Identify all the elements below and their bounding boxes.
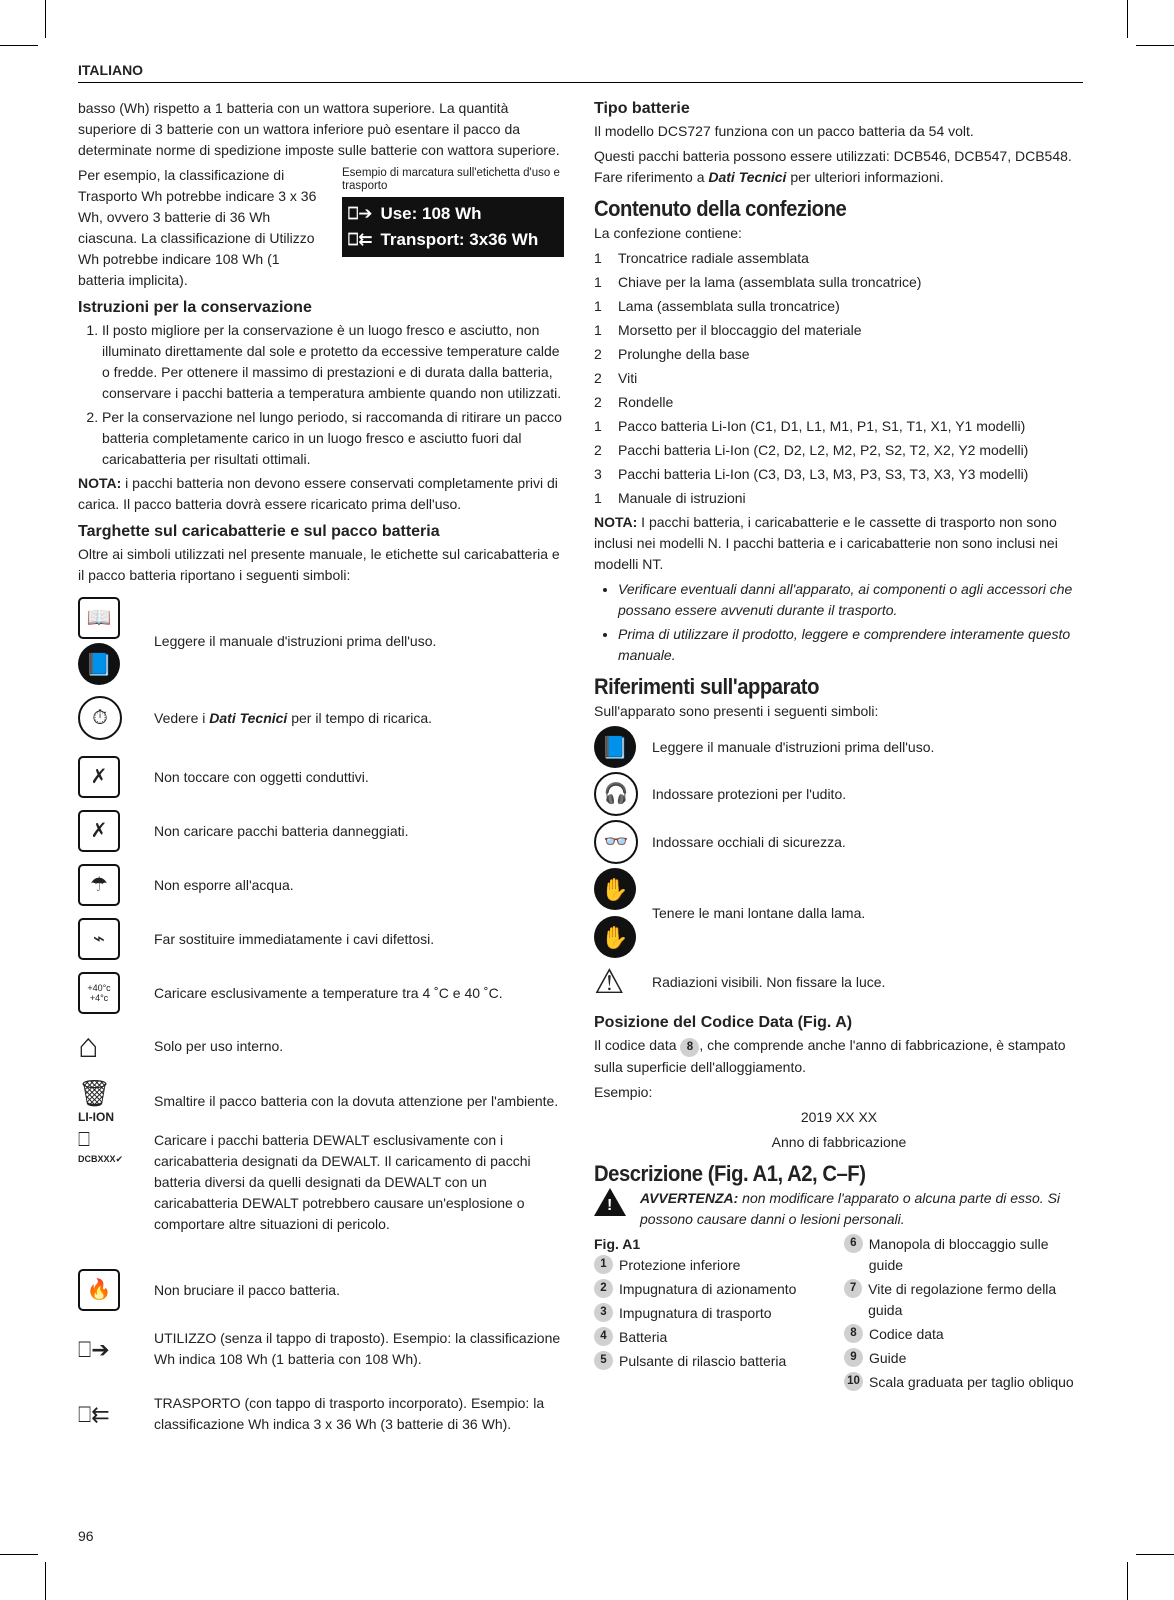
part-text: Guide xyxy=(869,1350,907,1366)
part-text: Codice data xyxy=(869,1326,944,1342)
contents-qty: 2 xyxy=(594,394,602,410)
contents-qty: 2 xyxy=(594,346,602,362)
datecode-example: Esempio: xyxy=(594,1084,653,1100)
callout-badge: 9 xyxy=(844,1348,863,1367)
contents-item xyxy=(594,392,1084,413)
no-conductive-icon: ✗ xyxy=(78,756,120,798)
part-text: Pulsante di rilascio batteria xyxy=(619,1353,787,1369)
label-transport: Transport: 3x36 Wh xyxy=(380,230,539,249)
contents-text: Chiave per la lama (assemblata sulla troncatrice) xyxy=(618,274,922,290)
left-column xyxy=(78,98,564,1446)
contents-item xyxy=(594,320,1084,341)
contents-item xyxy=(594,488,1084,509)
callout-badge: 1 xyxy=(594,1255,613,1274)
symbol-row xyxy=(78,966,564,1020)
crop-mark xyxy=(45,1562,46,1600)
callout-badge: 4 xyxy=(594,1327,613,1346)
safety-glasses-icon: 👓 xyxy=(594,820,638,864)
contents-qty: 3 xyxy=(594,466,602,482)
fig-label: Fig. A1 xyxy=(594,1236,641,1252)
part-item xyxy=(594,1255,834,1276)
labels-intro: Oltre ai simboli utilizzati nel presente manuale, le etichette sul caricabatteria e il pacco batteria riportano i seguenti simboli: xyxy=(78,546,560,583)
symbol-text: Non caricare pacchi batteria danneggiati. xyxy=(154,822,409,839)
tech-data-ref: Dati Tecnici xyxy=(209,709,288,726)
callout-badge: 2 xyxy=(594,1279,613,1298)
battery-use-icon: ⎕➔ xyxy=(78,1336,110,1362)
page-number: 96 xyxy=(78,1528,94,1544)
page-header xyxy=(78,62,1083,83)
labels-title: Targhette sul caricabatterie e sul pacco batteria xyxy=(78,523,440,540)
callout-badge: 8 xyxy=(680,1038,699,1057)
contents-text: Rondelle xyxy=(618,394,674,410)
callout-badge: 10 xyxy=(844,1372,863,1391)
contents-text: Pacchi batteria Li-Ion (C3, D3, L3, M3, P3, S3, T3, X3, Y3 modelli) xyxy=(618,466,1029,482)
ref-row xyxy=(594,772,1084,816)
ref-row xyxy=(594,962,1084,1002)
li-ion-label: LI-ION xyxy=(78,1110,114,1124)
example-caption: Esempio di marcatura sull'etichetta d'uso e trasporto xyxy=(342,167,560,192)
symbol-text: TRASPORTO (con tappo di trasporto incorporato). Esempio: la classificazione Wh indica 3 x 36 Wh (3 batterie di 36 Wh). xyxy=(154,1395,545,1432)
contents-qty: 1 xyxy=(594,322,602,338)
crop-mark xyxy=(1127,0,1128,38)
ref-row xyxy=(594,820,1084,864)
contents-text: Lama (assemblata sulla troncatrice) xyxy=(618,298,840,314)
part-item xyxy=(594,1279,834,1300)
no-water-icon: ☂ xyxy=(78,864,120,906)
ref-text: Radiazioni visibili. Non fissare la luce. xyxy=(652,973,886,990)
charger-icon: ⎕ xyxy=(78,1129,90,1151)
part-item xyxy=(844,1279,1084,1321)
contents-text: Pacco batteria Li-Ion (C1, D1, L1, M1, P1, S1, T1, X1, Y1 modelli) xyxy=(618,418,1026,434)
thermometer-icon: +40°c +4°c xyxy=(78,972,120,1014)
storage-list xyxy=(78,320,564,470)
example-block xyxy=(78,165,564,291)
battery-use-icon: ⎕➔ xyxy=(348,204,373,223)
symbol-text: Non toccare con oggetti conduttivi. xyxy=(154,768,369,785)
contents-item xyxy=(594,344,1084,365)
datecode-code: 2019 XX XX xyxy=(800,1109,878,1125)
symbol-row xyxy=(78,912,564,966)
contents-text: Viti xyxy=(618,370,638,386)
refs-intro: Sull'apparato sono presenti i seguenti simboli: xyxy=(594,703,879,719)
note-text: i pacchi batteria non devono essere conservati completamente privi di carica. Il pacco batteria dovrà essere ricaricato prima dell'uso. xyxy=(78,475,558,512)
part-item xyxy=(594,1351,834,1372)
symbol-text: UTILIZZO (senza il tappo di traposto). Esempio: la classificazione Wh indica 108 Wh (1 batteria con 108 Wh). xyxy=(154,1330,561,1367)
crop-mark xyxy=(1136,1554,1174,1555)
language-label: ITALIANO xyxy=(78,62,144,78)
battery-p2: Questi pacchi batteria possono essere utilizzati: DCB546, DCB547, DCB548. Fare riferimento a Dati Tecnici per ulteriori informazioni. xyxy=(594,148,1072,185)
battery-transport-icon: ⎕⇇ xyxy=(348,230,373,249)
symbol-row xyxy=(78,1130,564,1264)
part-text: Scala graduata per taglio obliquo xyxy=(869,1374,1074,1390)
ref-text: Leggere il manuale d'istruzioni prima dell'uso. xyxy=(652,738,935,755)
contents-note: NOTA: I pacchi batteria, i caricabatterie e le cassette di trasporto non sono inclusi nei modelli N. I pacchi batteria e i caricabatterie non sono inclusi nei modelli NT. xyxy=(594,514,1058,572)
symbol-row xyxy=(78,1264,564,1316)
read-manual-icon: 📘 xyxy=(594,726,636,768)
symbol-row xyxy=(78,596,564,686)
part-text: Impugnatura di trasporto xyxy=(619,1305,772,1321)
datecode-year: Anno di fabbricazione xyxy=(771,1134,907,1150)
contents-text: Prolunghe della base xyxy=(618,346,750,362)
warning-block xyxy=(594,1188,1084,1230)
part-text: Vite di regolazione fermo della guida xyxy=(868,1281,1057,1318)
part-text: Impugnatura di azionamento xyxy=(619,1281,797,1297)
part-item xyxy=(844,1324,1084,1345)
symbol-row xyxy=(78,804,564,858)
battery-p1: Il modello DCS727 funziona con un pacco batteria da 54 volt. xyxy=(594,123,974,139)
list-item: 1. Il posto migliore per la conservazione è un luogo fresco e asciutto, non illuminato direttamente dal sole e protetto da eccessive temperature calde o fredde. Per ottenere il massimo di prestazioni e di durata dalla batteria, conservare i pacchi batteria a temperatura ambiente quando non utilizzati. xyxy=(102,320,564,404)
part-text: Protezione inferiore xyxy=(619,1257,741,1273)
symbol-row xyxy=(78,750,564,804)
no-damaged-pack-icon: ✗ xyxy=(78,810,120,852)
callout-badge: 6 xyxy=(844,1234,863,1253)
symbol-row xyxy=(78,1316,564,1382)
note-label: NOTA: xyxy=(78,475,122,491)
ear-protection-icon: 🎧 xyxy=(594,772,638,816)
symbol-text: Leggere il manuale d'istruzioni prima dell'uso. xyxy=(154,632,437,649)
contents-text: Manuale di istruzioni xyxy=(618,490,746,506)
datecode-title: Posizione del Codice Data (Fig. A) xyxy=(594,1014,853,1031)
refs-title: Riferimenti sull'apparato xyxy=(594,674,819,699)
ref-text: Indossare occhiali di sicurezza. xyxy=(652,833,846,850)
symbol-row xyxy=(78,1382,564,1446)
light-warning-icon: ⚠ xyxy=(594,963,625,1001)
callout-badge: 3 xyxy=(594,1303,613,1322)
read-manual-icon: 📘 xyxy=(78,643,120,685)
contents-item xyxy=(594,416,1084,437)
contents-item xyxy=(594,464,1084,485)
contents-intro: La confezione contiene: xyxy=(594,225,742,241)
example-text: Per esempio, la classificazione di Trasporto Wh potrebbe indicare 3 x 36 Wh, ovvero 3 batterie di 36 Wh ciascuna. La classificazione di Utilizzo Wh potrebbe indicare 108 Wh (1 batteria implicita). xyxy=(78,167,317,288)
part-item xyxy=(844,1348,1084,1369)
replace-cord-icon: ⌁ xyxy=(78,918,120,960)
symbol-row xyxy=(78,1020,564,1072)
stopwatch-icon: ⏱ xyxy=(78,696,122,740)
symbol-text: Non esporre all'acqua. xyxy=(154,876,294,893)
example-label-box xyxy=(342,165,564,291)
parts-list xyxy=(594,1234,1084,1396)
part-text: Batteria xyxy=(619,1329,668,1345)
ref-row xyxy=(594,868,1084,958)
storage-note xyxy=(78,473,564,515)
house-icon: ⌂ xyxy=(78,1027,99,1065)
desc-title: Descrizione (Fig. A1, A2, C–F) xyxy=(594,1161,866,1186)
storage-title: Istruzioni per la conservazione xyxy=(78,299,312,316)
battery-transport-icon: ⎕⇇ xyxy=(78,1401,110,1427)
part-item xyxy=(844,1234,1084,1276)
crop-mark xyxy=(0,45,38,46)
callout-badge: 7 xyxy=(844,1279,862,1298)
callout-badge: 8 xyxy=(844,1324,863,1343)
contents-item xyxy=(594,296,1084,317)
ref-text: Tenere le mani lontane dalla lama. xyxy=(652,904,866,921)
label-use: Use: 108 Wh xyxy=(380,204,482,223)
symbol-text: Vedere i xyxy=(154,709,210,726)
book-icon: 📖 xyxy=(78,597,120,639)
contents-qty: 1 xyxy=(594,490,602,506)
no-fire-icon: 🔥 xyxy=(78,1269,120,1311)
symbol-text: Caricare i pacchi batteria DEWALT esclusivamente con i caricabatteria designati da DEWALT. Il caricamento di pacchi batteria diversi da quelli designati da DEWALT con un caricabatteria DEWALT potrebbero causare un'esplosione o comportare altre situazioni di pericolo. xyxy=(154,1132,531,1232)
contents-title: Contenuto della confezione xyxy=(594,196,847,221)
datecode-paragraph: Il codice data 8 , che comprende anche l'anno di fabbricazione, è stampato sulla superficie dell'alloggiamento. xyxy=(594,1037,1066,1075)
contents-item xyxy=(594,248,1084,269)
contents-qty: 1 xyxy=(594,274,602,290)
contents-qty: 1 xyxy=(594,418,602,434)
contents-item xyxy=(594,368,1084,389)
symbol-row xyxy=(78,1072,564,1130)
list-item: • Prima di utilizzare il prodotto, leggere e comprendere interamente questo manuale. xyxy=(618,624,1084,666)
contents-list xyxy=(594,248,1084,509)
part-item xyxy=(844,1372,1084,1393)
crop-mark xyxy=(1127,1562,1128,1600)
symbol-row xyxy=(78,686,564,750)
symbol-text: Smaltire il pacco batteria con la dovuta attenzione per l'ambiente. xyxy=(154,1092,559,1109)
warning-label: AVVERTENZA: xyxy=(640,1190,739,1206)
battery-label xyxy=(342,197,564,257)
hand-stop-icon: ✋ xyxy=(594,916,636,958)
contents-qty: 2 xyxy=(594,442,602,458)
part-text: Manopola di bloccaggio sulle guide xyxy=(868,1236,1049,1273)
battery-type-title: Tipo batterie xyxy=(594,100,690,117)
warning-icon: ! xyxy=(594,1188,626,1216)
contents-qty: 2 xyxy=(594,370,602,386)
hands-away-icon: ✋ xyxy=(594,868,636,910)
note-label: NOTA: xyxy=(594,514,638,530)
ref-row xyxy=(594,726,1084,768)
part-item xyxy=(594,1327,834,1348)
contents-text: Troncatrice radiale assemblata xyxy=(618,250,809,266)
contents-qty: 1 xyxy=(594,298,602,314)
contents-item xyxy=(594,440,1084,461)
contents-text: Pacchi batteria Li-Ion (C2, D2, L2, M2, P2, S2, T2, X2, Y2 modelli) xyxy=(618,442,1029,458)
symbol-row xyxy=(78,858,564,912)
symbol-text: Far sostituire immediatamente i cavi difettosi. xyxy=(154,930,435,947)
ref-text: Indossare protezioni per l'udito. xyxy=(652,785,847,802)
list-item: 2. Per la conservazione nel lungo periodo, si raccomanda di ritirare un pacco batteria completamente carico in un luogo fresco e asciutto fuori dal caricabatteria per risultati ottimali. xyxy=(102,407,564,470)
warning-text: non modificare l'apparato o alcuna parte di esso. Si possono causare danni o lesioni personali. xyxy=(640,1190,1061,1227)
symbol-text-tail: per il tempo di ricarica. xyxy=(287,709,433,726)
part-item xyxy=(594,1303,834,1324)
callout-badge: 5 xyxy=(594,1351,613,1370)
symbol-text: Caricare esclusivamente a temperature tra 4 ˚C e 40 ˚C. xyxy=(154,984,503,1001)
dcbxxx-label: DCBXXX✔ xyxy=(78,1154,124,1164)
crop-mark xyxy=(0,1554,38,1555)
crop-mark xyxy=(45,0,46,38)
symbol-text: Solo per uso interno. xyxy=(154,1037,284,1054)
contents-qty: 1 xyxy=(594,250,602,266)
wheelie-bin-icon: 🗑 xyxy=(78,1078,112,1108)
list-item: • Verificare eventuali danni all'apparato, ai componenti o agli accessori che possano essere avvenuti durante il trasporto. xyxy=(618,579,1084,621)
bullet-list xyxy=(594,579,1084,666)
intro-paragraph: basso (Wh) rispetto a 1 batteria con un wattora superiore. La quantità superiore di 3 batterie con un wattora inferiore può esentare il pacco da determinate norme di spedizione imposte sulle batterie con wattora superiore. xyxy=(78,100,560,158)
contents-item xyxy=(594,272,1084,293)
tech-data-ref: Dati Tecnici xyxy=(708,169,787,185)
symbol-text: Non bruciare il pacco batteria. xyxy=(154,1281,340,1298)
crop-mark xyxy=(1136,45,1174,46)
right-column xyxy=(594,98,1084,1396)
contents-text: Morsetto per il bloccaggio del materiale xyxy=(618,322,862,338)
